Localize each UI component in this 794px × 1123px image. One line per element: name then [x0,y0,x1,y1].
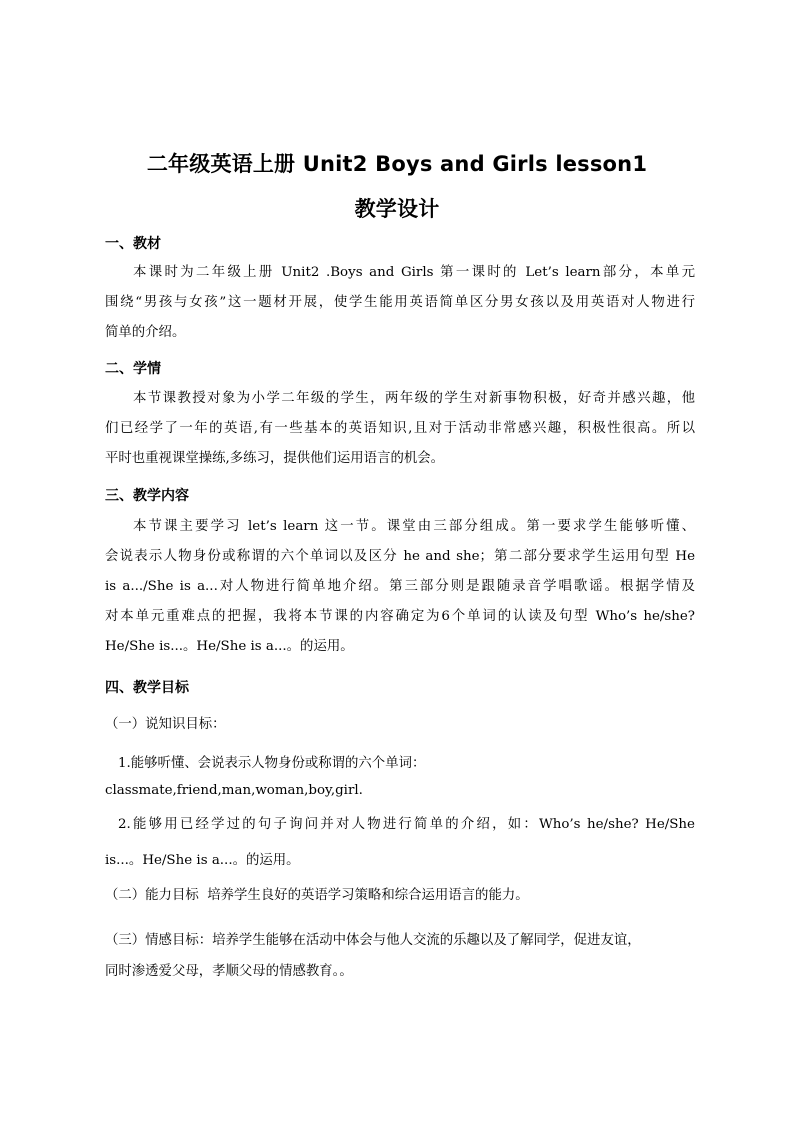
section-paragraph-materials [105,258,695,348]
paragraph-line: 围绕“男孩与女孩”这一题材开展，使学生能用英语简单区分男女孩以及用英语对人物进行 [105,295,695,310]
section-heading-learners: 二、学情 [105,361,161,377]
objective-emotion [105,929,641,948]
paragraph-line: 对本单元重难点的把握，我将本节课的内容确定为6个单词的认读及句型 Who’s he/she? [105,609,695,624]
paragraph-line: is a.../She is a...对人物进行简单地介绍。第三部分则是跟随录音学唱歌谣。根据学情及 [105,579,695,594]
section-paragraph-learners [105,384,695,474]
objective-emotion-line-2: 同时渗透爱父母，孝顺父母的情感教育。。 [105,964,353,979]
objective-label: （三）情感目标： [105,933,213,948]
document-title: 二年级英语上册 Unit2 Boys and Girls lesson1 [146,152,648,176]
objective-ability [105,884,529,903]
paragraph-line: He/She is...。He/She is a...。的运用。 [105,639,354,654]
objective-item-2-line-2: is...。He/She is a...。的运用。 [105,853,300,868]
paragraph-line: 平时也重视课堂操练,多练习，提供他们运用语言的机会。 [105,451,445,466]
objective-item-1-line-2: classmate,friend,man,woman,boy,girl. [105,783,363,798]
paragraph-line: 简单的介绍。 [105,325,186,340]
paragraph-line: 2.能够用已经学过的句子询问并对人物进行简单的介绍，如：Who’s he/she? He/She [118,817,695,832]
section-heading-materials: 一、教材 [105,236,161,252]
objective-item-1-line-1: 1.能够听懂、会说表示人物身份或称谓的六个单词： [118,756,426,771]
paragraph-line: 本节课主要学习 let’s learn 这一节。课堂由三部分组成。第一要求学生能够听懂、 [133,519,695,534]
document-subtitle: 教学设计 [354,197,440,221]
objective-label: （二）能力目标 [105,888,199,903]
paragraph-line: 会说表示人物身份或称谓的六个单词以及区分 he and she；第二部分要求学生运用句型 He [105,549,695,564]
paragraph-line: 本课时为二年级上册 Unit2 .Boys and Girls 第一课时的 Let’s learn部分，本单元 [133,265,695,280]
objective-knowledge-label [105,713,226,732]
objective-text: 培养学生能够在活动中体会与他人交流的乐趣以及了解同学，促进友谊， [212,933,641,948]
objective-item-2 [118,810,695,840]
section-heading-content: 三、教学内容 [105,488,189,504]
section-paragraph-content [105,512,695,662]
objective-label: （一）说知识目标： [105,717,226,732]
section-heading-objectives: 四、教学目标 [105,680,189,696]
objective-text: 培养学生良好的英语学习策略和综合运用语言的能力。 [207,888,529,903]
paragraph-line: 们已经学了一年的英语,有一些基本的英语知识,且对于活动非常感兴趣，积极性很高。所以 [105,421,695,436]
paragraph-line: 本节课教授对象为小学二年级的学生，两年级的学生对新事物积极，好奇并感兴趣，他 [133,391,695,406]
